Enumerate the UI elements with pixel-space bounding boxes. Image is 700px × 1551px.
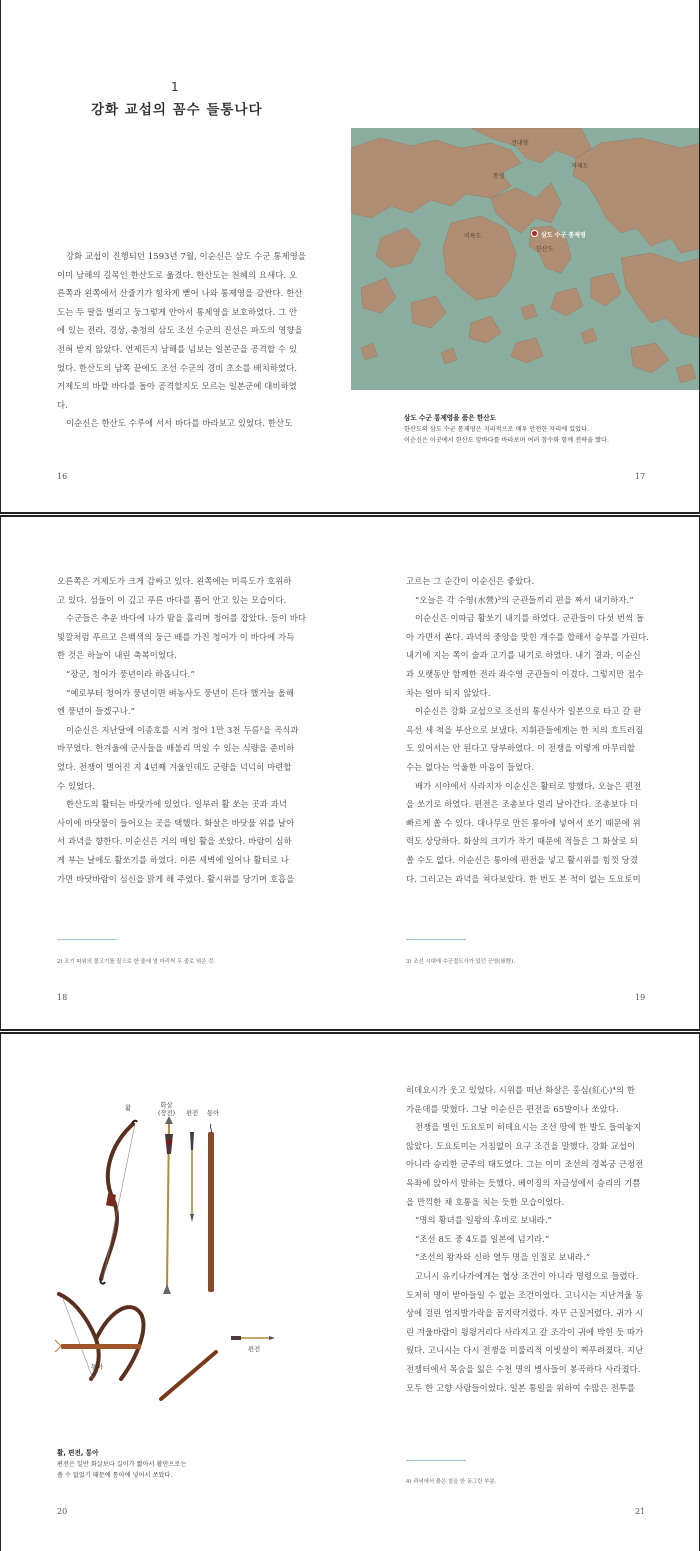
page-number-right: 17 <box>635 472 646 481</box>
footnote-left: 2) 조기 따위의 물고기를 짚으로 한 줄에 열 마리씩 두 줄로 엮은 것. <box>57 959 215 965</box>
paragraph-line: 을 만끽한 채 호통을 치는 듯한 모습이었다. <box>406 1196 565 1207</box>
label-tonga-bottom: 통아 <box>91 1364 104 1371</box>
paragraph-line: 한산도의 활터는 바닷가에 있었다. 일부러 활 쏘는 곳과 과녁 <box>66 799 288 810</box>
paragraph-line: “예로부터 청어가 풍년이면 벼농사도 풍년이 든다 했거늘 올해 <box>66 687 295 698</box>
page-number-left: 18 <box>57 993 68 1002</box>
map-landmass <box>351 128 700 390</box>
label-pyeonjeon: 편전 <box>186 1110 199 1117</box>
paragraph-line: 전쟁터에서 목숨을 잃은 수천 명의 병사들이 봉곡하다 사라졌다. <box>406 1363 641 1374</box>
map-label-gyeonnaeryang: 견내량 <box>511 140 529 147</box>
map-caption-line: 한산도의 삼도 수군 통제영은 지리적으로 매우 안전한 자리에 있었다. <box>404 426 590 433</box>
paragraph-line: 오른쪽은 거제도가 크게 감싸고 있다. 왼쪽에는 미륵도가 호위하 <box>57 576 292 586</box>
paragraph-line: 쏠 수도 없다. 이순신은 통아에 편전을 넣고 활시위를 힘껏 당겼 <box>406 854 638 865</box>
map-caption-title: 삼도 수군 통제영을 품은 한산도 <box>404 414 496 422</box>
map-caption-line: 이순신은 이곳에서 한산도 앞바다를 바라보며 여러 참수와 함께 전략을 짰다. <box>404 437 609 444</box>
map-label-tongjeyeong: 삼도 수군 통제영 <box>541 232 586 239</box>
paragraph-line: 가운데를 맞혔다. 그날 이순신은 편전을 65발이나 쏘았다. <box>406 1103 619 1114</box>
paragraph-line: 서 과녁을 향한다. 이순신은 거의 매일 활을 쏘았다. 바람이 심하 <box>57 836 292 847</box>
paragraph-line: 강화 교섭이 진행되던 1593년 7월, 이순신은 삼도 수군 통제영을 <box>66 251 307 261</box>
page18-body <box>57 572 306 888</box>
pyeonjeon-icon <box>190 1132 194 1222</box>
paragraph-line: 다. 그러고는 과녁을 쳐다보았다. 한 번도 본 적이 없는 도요토미 <box>406 873 641 884</box>
paragraph-line: 을 쏘기로 하였다. 편전은 조총보다 멀리 날아간다. 조총보다 더 <box>406 799 638 810</box>
paragraph-line: 가면 바닷바람이 심신을 맑게 해 주었다. 활시위를 당기며 호흡을 <box>57 873 295 884</box>
paragraph-line: 게 부는 날에도 활쏘기를 하였다. 이른 새벽에 일어나 활터로 나 <box>57 854 289 865</box>
label-pyeonjeon-bottom: 편전 <box>248 1346 261 1353</box>
spread-pages-18-19 <box>0 516 700 1030</box>
paragraph-line: 수는 없다는 억울한 마음이 들었다. <box>406 761 535 772</box>
page16-body <box>57 247 306 433</box>
page-number-left: 16 <box>57 472 68 481</box>
paragraph-line: “명의 황녀를 일왕의 후비로 보내라.” <box>415 1215 553 1226</box>
chapter-number: 1 <box>171 80 179 94</box>
paragraph-line: 과 오랫동안 함께한 전라 좌수영 군관들이 이겼다. 그렇지만 점수 <box>406 668 644 679</box>
paragraph-line: 도저히 명이 받아들일 수 없는 조건이었다. 고니시는 지난겨울 동 <box>406 1289 644 1300</box>
paragraph-line: 웠다. 고니시는 다시 전쟁을 미룰리적 이빗살이 찌푸려졌다. 지난 <box>406 1345 644 1356</box>
paragraph-line: 옥선 세 척을 부산으로 보냈다. 지휘관들에게는 한 치의 흐트러짐 <box>406 724 644 735</box>
paragraph-line: 고 있다. 섬들이 이 깊고 푸른 바다를 품어 안고 있는 모습이다. <box>57 594 287 605</box>
bow-icon <box>100 1121 137 1284</box>
paragraph-line: 고르는 그 순간이 이순신은 좋았다. <box>406 576 535 586</box>
paragraph-line: 력도 상당하다. 화살의 크기가 작기 때문에 적들은 그 화살로 되 <box>406 836 638 847</box>
page19-body <box>406 572 649 888</box>
loose-tonga-icon <box>161 1352 216 1399</box>
paragraph-line: 른쪽과 왼쪽에서 산줄기가 힘차게 뻗어 나와 통제영을 감싼다. 한산 <box>57 288 303 299</box>
paragraph-line: 도 있어서는 안 된다고 당부하였다. 이 전쟁을 이렇게 마무리할 <box>406 743 636 754</box>
paragraph-line: 이순신은 이따금 활쏘기 내기를 하였다. 군관들이 다섯 번씩 돌 <box>415 613 645 624</box>
page-number-right: 21 <box>635 1507 646 1516</box>
paragraph-line: 전쟁을 벌인 도요토미 히데요시는 조선 땅에 한 발도 들여놓지 <box>415 1122 642 1133</box>
chapter-title: 강화 교섭의 꼼수 들통나다 <box>91 102 263 118</box>
paragraph-line: 에 있는 전라, 경상, 충청의 삼도 조선 수군의 진선은 파도의 영향을 <box>57 325 303 336</box>
tongjeyeong-marker-icon <box>531 230 538 237</box>
paragraph-line: 배가 시야에서 사라지자 이순신은 활터로 향했다. 오늘은 편전 <box>415 780 642 791</box>
weapons-caption-line: 편전은 일반 화살보다 길이가 짧아서 활만으로는 <box>57 1461 187 1468</box>
paragraph-line: 않았다. 도요토미는 거침없이 요구 조건을 말했다. 강화 교섭이 <box>406 1140 636 1151</box>
paragraph-line: 히데요시가 웃고 있었다. 시위를 떠난 화살은 홍심(紅心)⁴의 한 <box>406 1085 636 1095</box>
paragraph-line: 차는 얼마 되지 않았다. <box>406 687 491 698</box>
tonga-icon <box>208 1124 214 1292</box>
paragraph-line: 거제도의 바깥 바다를 돌아 공격할지도 모르는 일본군에 대비하였 <box>57 381 297 392</box>
footnote-rule <box>406 939 466 940</box>
label-tonga: 통아 <box>207 1110 220 1117</box>
paragraph-line: 아 가면서 쏜다. 과녁의 중앙을 맞힌 개수를 합해서 승부를 가린다. <box>406 631 649 642</box>
weapons-illustration <box>41 1094 321 1414</box>
paragraph-line: “조선 8도 중 4도를 일본에 넘기라.” <box>415 1233 550 1244</box>
paragraph-line: 린 겨울바람이 윙윙거리다 사라지고 갈 조각이 귀에 박힌 듯 따가 <box>406 1326 644 1337</box>
footnote-rule <box>57 939 117 940</box>
paragraph-line: 이순신은 한산도 수루에 서서 바다를 바라보고 있었다. 한산도 <box>66 418 293 429</box>
paragraph-line: 빛깔처럼 푸르고 은백색의 둥근 배를 가진 청어가 이 바다에 가득 <box>57 631 295 642</box>
paragraph-line: “장군, 청어가 풍년이라 하옵니다.” <box>66 668 195 679</box>
map-label-tongyeong: 통영 <box>493 173 505 180</box>
paragraph-line: 었다. 한산도의 남쪽 끝에도 조선 수군의 경비 초소를 배치하였다. <box>57 362 298 373</box>
page-number-right: 19 <box>635 993 646 1002</box>
paragraph-line: 엔 풍년이 들겠구나.” <box>57 706 136 717</box>
paragraph-line: 도는 두 팔을 벌리고 둥그렇게 안아서 통제영을 보호하였다. 그 안 <box>57 306 298 317</box>
arrow-icon <box>163 1116 173 1294</box>
loose-pyeonjeon-icon <box>231 1336 275 1340</box>
spread-pages-20-21 <box>0 1033 700 1551</box>
paragraph-line: 이순신은 강화 교섭으로 조선의 통신사가 일본으로 타고 갈 판 <box>415 706 642 717</box>
paragraph-line: 였다. 전쟁이 벌어진 지 4년째 겨울인데도 군량을 넉넉히 마련할 <box>57 761 292 772</box>
paragraph-line: “오늘은 각 수영(水營)³의 군관들끼리 편을 짜서 내기하자.” <box>415 594 634 605</box>
paragraph-line: 모두 한 고향 사람들이었다. 일본 통일을 위하여 수많은 전투를 <box>406 1382 636 1393</box>
paragraph-line: 내기에 지는 쪽이 술과 고기를 내기로 하였다. 내기 결과, 이순신 <box>406 650 641 661</box>
paragraph-line: 다. <box>57 399 68 410</box>
paragraph-line: 바꾸었다. 한겨울에 군사들을 배불리 먹일 수 있는 식량을 준비하 <box>57 743 295 754</box>
footnote-rule <box>406 1460 466 1461</box>
map-label-hansando: 한산도 <box>536 246 554 253</box>
weapons-caption-line: 쏠 수 없었기 때문에 통아에 넣어서 쏘았다. <box>57 1472 173 1479</box>
paragraph-line: 한 것은 하늘이 내린 축복이었다. <box>57 650 178 661</box>
paragraph-line: 아니라 승리한 군주의 태도였다. 그는 이미 조선의 경복궁 근정전 <box>406 1159 644 1170</box>
paragraph-line: 수군들은 추운 바다에 나가 땀을 흘리며 청어를 잡았다. 등이 바다 <box>66 613 307 624</box>
map-label-geojedo: 거제도 <box>571 163 589 170</box>
footnote-right: 4) 과녁에서 붉은 칠을 한 동그란 부분. <box>406 1479 497 1485</box>
paragraph-line: 고니시 유키나가에게는 협상 조건이 아니라 명령으로 들렸다. <box>415 1270 639 1281</box>
paragraph-line: 옥좌에 앉아서 말하는 듯했다. 베이징의 자금성에서 승리의 기쁨 <box>406 1177 641 1188</box>
paragraph-line: “조선의 왕자와 신하 열두 명을 인질로 보내라.” <box>415 1252 591 1263</box>
paragraph-line: 상에 걸린 엄지발가락을 꼼지락거렸다. 자꾸 근질거렸다. 귀가 시 <box>406 1308 644 1319</box>
weapons-caption-title: 활, 편전, 통아 <box>57 1449 99 1457</box>
paragraph-line: 수 있었다. <box>57 780 96 791</box>
paragraph-line: 이순신은 지난달에 이종호를 시켜 청어 1만 3천 두름²을 곡식과 <box>66 724 299 735</box>
spread-pages-16-17 <box>0 0 700 513</box>
label-bow: 활 <box>125 1105 132 1112</box>
paragraph-line: 사이에 바닷물이 들어오는 곳을 택했다. 화살은 바닷물 위를 날아 <box>57 817 295 828</box>
label-arrow: 화살 (장전) <box>158 1102 176 1117</box>
map-label-mireukdo: 미륵도 <box>464 233 482 240</box>
paragraph-line: 전혀 받지 않았다. 언제든지 남해를 넘보는 일본군을 공격할 수 있 <box>57 343 298 354</box>
hansando-map <box>351 128 700 390</box>
footnote-right: 3) 조선 시대에 수군절도사가 있던 군영(軍營). <box>406 959 515 965</box>
paragraph-line: 빠르게 쏠 수 있다. 대나무로 만든 통아에 넣어서 쏘기 때문에 위 <box>406 817 641 828</box>
page-number-left: 20 <box>57 1507 68 1516</box>
page21-body <box>406 1081 643 1397</box>
paragraph-line: 이미 남해의 길목인 한산도로 옮겼다. 한산도는 천혜의 요새다. 오 <box>57 269 298 280</box>
